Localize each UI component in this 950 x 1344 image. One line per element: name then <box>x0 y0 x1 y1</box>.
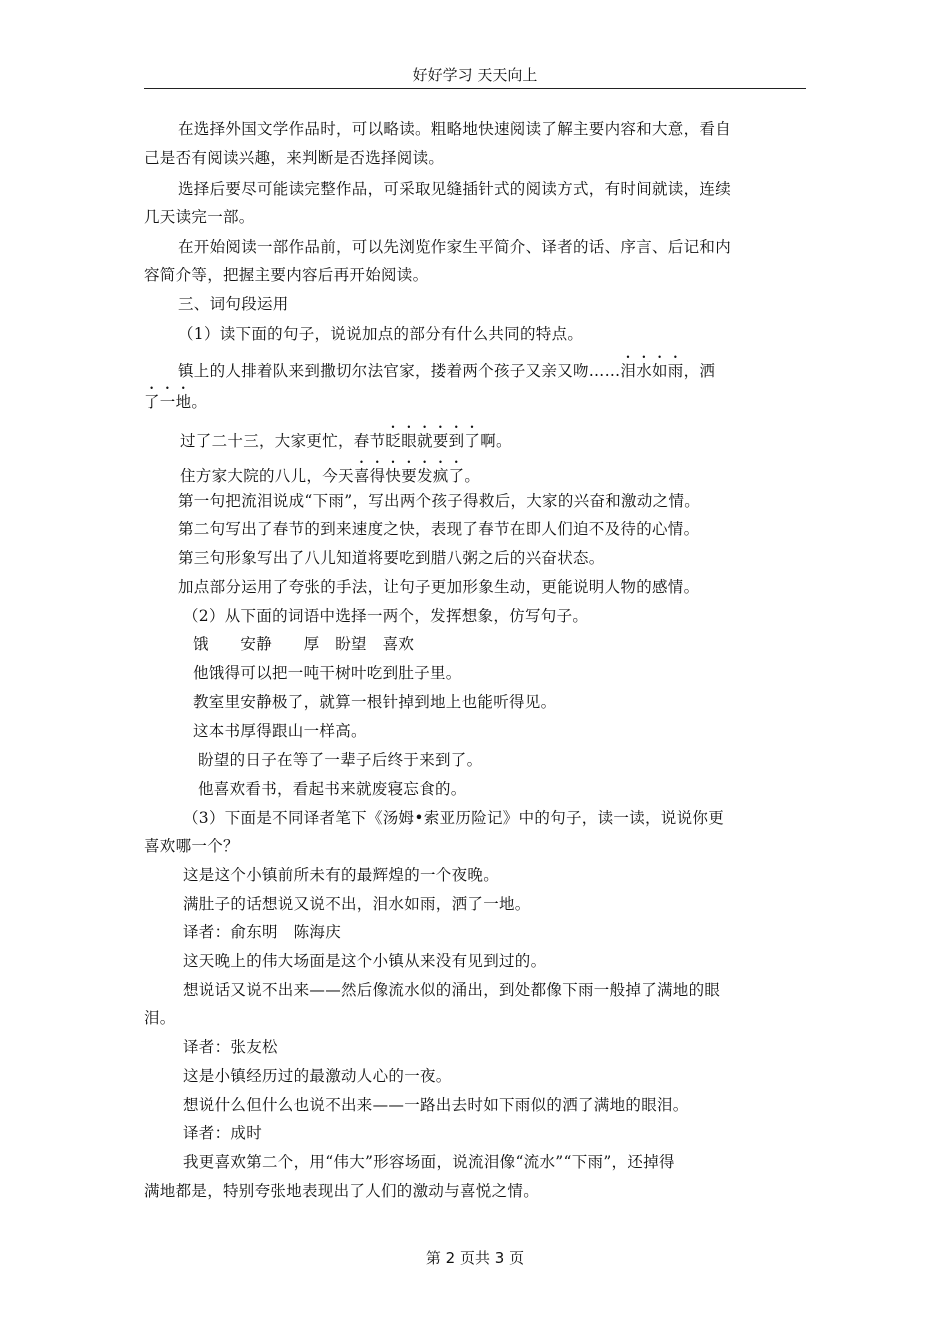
section-heading: 三、词句段运用 <box>178 295 289 313</box>
question-3: （3）下面是不同译者笔下《汤姆•索亚历险记》中的句子，读一读，说说你更 <box>183 809 725 827</box>
translation-line: 这是小镇经历过的最激动人心的一夜。 <box>183 1067 452 1085</box>
translation-line-cont: 泪。 <box>144 1009 176 1027</box>
imitation-sentence: 他饿得可以把一吨干树叶吃到肚子里。 <box>193 664 462 682</box>
translation-line: 想说什么但什么也说不出来——一路出去时如下雨似的洒了满地的眼泪。 <box>183 1096 689 1114</box>
paragraph-line: 几天读完一部。 <box>144 208 255 226</box>
translator-credit: 译者：张友松 <box>183 1038 278 1056</box>
imitation-sentence: 盼望的日子在等了一辈子后终于来到了。 <box>198 751 483 769</box>
header-divider <box>144 88 806 89</box>
paragraph-line: 选择后要尽可能读完整作品，可采取见缝插针式的阅读方式，有时间就读，连续 <box>178 180 732 198</box>
emphasized-phrase: 喜得快要发疯了 <box>353 467 465 485</box>
example-text: 过了二十三，大家更忙，春节 <box>180 432 386 450</box>
paragraph-line: 己是否有阅读兴趣，来判断是否选择阅读。 <box>144 149 445 167</box>
emphasized-phrase: 眨眼就要到了 <box>385 432 481 450</box>
imitation-sentence: 这本书厚得跟山一样高。 <box>193 722 367 740</box>
question-1: （1）读下面的句子，说说加点的部分有什么共同的特点。 <box>178 325 584 343</box>
translator-credit: 译者：成时 <box>183 1124 263 1142</box>
example-text: 。 <box>464 467 481 485</box>
paragraph-line: 容简介等，把握主要内容后再开始阅读。 <box>144 266 429 284</box>
analysis-line: 第三句形象写出了八儿知道将要吃到腊八粥之后的兴奋状态。 <box>178 549 605 567</box>
answer-line: 我更喜欢第二个，用“伟大”形容场面，说流泪像“流水”“下雨”，还掉得 <box>183 1153 675 1171</box>
word-choices: 饿 安静 厚 盼望 喜欢 <box>193 635 415 653</box>
translation-line: 这是这个小镇前所未有的最辉煌的一个夜晚。 <box>183 866 500 884</box>
answer-line-cont: 满地都是，特别夸张地表现出了人们的激动与喜悦之情。 <box>144 1182 540 1200</box>
emphasized-phrase: 泪水如雨 <box>620 362 684 380</box>
example-text: ，洒 <box>683 362 716 380</box>
imitation-sentence: 教室里安静极了，就算一根针掉到地上也能听得见。 <box>193 693 557 711</box>
example-text: 镇上的人排着队来到撒切尔法官家，搂着两个孩子又亲又吻…… <box>178 362 621 380</box>
page-number: 第 2 页共 3 页 <box>425 1249 525 1267</box>
example-sentence-1 <box>178 353 715 381</box>
analysis-line: 第一句把流泪说成“下雨”，写出两个孩子得救后，大家的兴奋和激动之情。 <box>178 492 701 510</box>
question-2: （2）从下面的词语中选择一两个，发挥想象，仿写句子。 <box>183 607 589 625</box>
translation-line: 想说话又说不出来——然后像流水似的涌出，到处都像下雨一般掉了满地的眼 <box>183 981 721 999</box>
example-text: 。 <box>191 393 208 411</box>
translator-credit: 译者：俞东明 陈海庆 <box>183 923 342 941</box>
paragraph-line: 在开始阅读一部作品前，可以先浏览作家生平简介、译者的话、序言、后记和内 <box>178 238 732 256</box>
example-sentence-2 <box>180 423 512 451</box>
page-header: 好好学习 天天向上 <box>412 66 538 84</box>
example-sentence-1-cont <box>144 384 207 412</box>
example-text: 啊。 <box>480 432 512 450</box>
imitation-sentence: 他喜欢看书，看起书来就废寝忘食的。 <box>198 780 467 798</box>
analysis-line: 加点部分运用了夸张的手法，让句子更加形象生动，更能说明人物的感情。 <box>178 578 700 596</box>
analysis-line: 第二句写出了春节的到来速度之快，表现了春节在即人们迫不及待的心情。 <box>178 520 700 538</box>
translation-line: 这天晚上的伟大场面是这个小镇从来没有见到过的。 <box>183 952 547 970</box>
example-sentence-3 <box>180 458 480 486</box>
question-3-cont: 喜欢哪一个？ <box>144 837 239 855</box>
emphasized-phrase: 了一地 <box>144 393 192 411</box>
example-text: 住方家大院的八儿，今天 <box>180 467 354 485</box>
translation-line: 满肚子的话想说又说不出，泪水如雨，洒了一地。 <box>183 895 531 913</box>
paragraph-line: 在选择外国文学作品时，可以略读。粗略地快速阅读了解主要内容和大意，看自 <box>178 120 732 138</box>
